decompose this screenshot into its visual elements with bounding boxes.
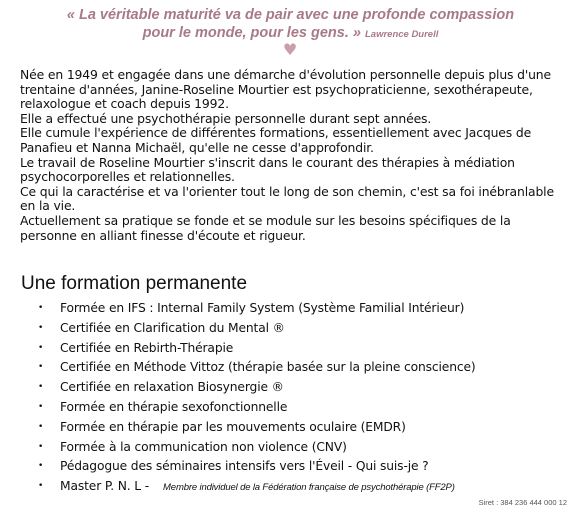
bullet-icon: • bbox=[38, 441, 44, 452]
bullet-icon: • bbox=[38, 303, 44, 313]
bullet-icon: • bbox=[38, 342, 44, 353]
bullet-icon: • bbox=[38, 322, 44, 333]
siret-number: Siret : 384 236 444 000 12 bbox=[478, 498, 567, 507]
list-item-text: Formée en IFS : Internal Family System (Système Familial Intérieur) bbox=[60, 301, 465, 315]
section-title: Une formation permanente bbox=[21, 273, 248, 294]
list-item-text: Certifiée en relaxation Biosynergie ® bbox=[60, 380, 284, 395]
bullet-icon: • bbox=[38, 461, 44, 472]
list-item bbox=[38, 477, 578, 497]
list-item bbox=[38, 299, 578, 319]
list-item bbox=[38, 378, 578, 398]
member-note: Membre individuel de la Fédération française de psychothérapie (FF2P) bbox=[163, 482, 455, 494]
quote-line-1: « La véritable maturité va de pair avec une profonde compassion bbox=[66, 7, 515, 23]
list-item-text: Pédagogue des séminaires intensifs vers l'Éveil - Qui suis-je ? bbox=[60, 459, 429, 474]
quote-author: Lawrence Durell bbox=[364, 29, 439, 40]
bio-paragraph: Elle a effectué une psychothérapie personnelle durant sept années. bbox=[20, 110, 432, 126]
list-item-text: Certifiée en Rebirth-Thérapie bbox=[60, 340, 234, 355]
list-item-text: Formée en thérapie sexofonctionnelle bbox=[60, 399, 288, 414]
heart-icon: ♥ bbox=[282, 40, 298, 59]
bullet-icon: • bbox=[38, 362, 44, 373]
bullet-icon: • bbox=[38, 382, 44, 393]
list-item bbox=[38, 319, 578, 339]
formation-list bbox=[38, 299, 578, 497]
list-item bbox=[38, 438, 578, 458]
quote bbox=[0, 6, 581, 44]
bullet-icon: • bbox=[38, 481, 44, 492]
list-item bbox=[38, 358, 578, 378]
list-item bbox=[38, 398, 578, 418]
bio-paragraph: Elle cumule l'expérience de différentes formations, essentiellement avec Jacques de Panafieu et Nanna Michaël, qu'elle ne cesse d'approfondir. bbox=[20, 125, 532, 155]
bio-paragraph: Ce qui la caractérise et va l'orienter tout le long de son chemin, c'est sa foi inébranlable en la vie. bbox=[20, 183, 554, 214]
list-item-text: Certifiée en Clarification du Mental ® bbox=[60, 320, 285, 335]
bullet-icon: • bbox=[38, 421, 44, 432]
bio-paragraph: Née en 1949 et engagée dans une démarche d'évolution personnelle depuis plus d'une trentaine d'années, Janine-Roseline Mourtier est psychopraticienne, sexothérapeute, relaxologue et coach depuis 1992. bbox=[20, 67, 551, 112]
list-item-text: Master P. N. L - bbox=[60, 479, 150, 494]
bio-paragraph: Actuellement sa pratique se fonde et se module sur les besoins spécifiques de la personne en alliant finesse d'écoute et rigueur. bbox=[20, 212, 511, 243]
list-item bbox=[38, 339, 578, 359]
list-item bbox=[38, 418, 578, 438]
list-item-text: Formée à la communication non violence (CNV) bbox=[60, 439, 347, 454]
list-item-text: Formée en thérapie par les mouvements oculaire (EMDR) bbox=[60, 419, 406, 434]
list-item-text: Certifiée en Méthode Vittoz (thérapie basée sur la pleine conscience) bbox=[60, 360, 476, 375]
list-item bbox=[38, 457, 578, 477]
bio-paragraph: Le travail de Roseline Mourtier s'inscrit dans le courant des thérapies à médiation psychocorporelles et relationnelles. bbox=[20, 154, 515, 185]
bullet-icon: • bbox=[38, 401, 44, 412]
quote-text-end: pour le monde, pour les gens. » bbox=[142, 25, 361, 41]
biography bbox=[20, 68, 568, 243]
